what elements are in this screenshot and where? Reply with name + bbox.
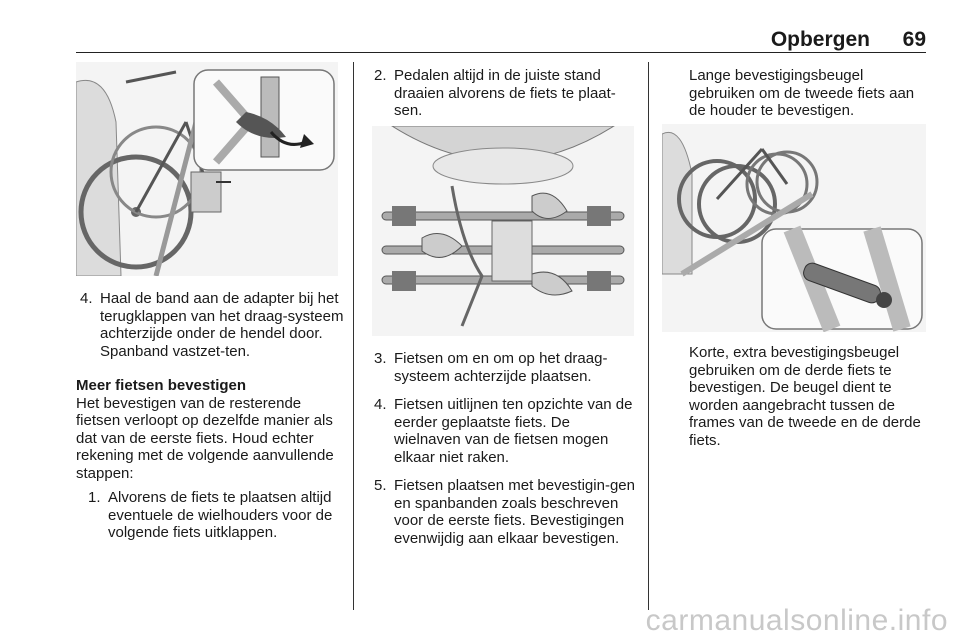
step-number: 4. (374, 396, 387, 413)
step-number: 5. (374, 477, 387, 494)
step-text: Fietsen uitlijnen ten opzichte van de eerder geplaatste fiets. De wielnaven van de fietsen mogen elkaar niet raken. (394, 396, 633, 466)
illustration-bikes-top-view (372, 126, 634, 336)
step-text: Alvorens de fiets te plaatsen altijd eventuele de wielhouders voor de volgende fiets uitklappen. (108, 489, 333, 541)
step-4-middle (374, 396, 640, 466)
middle-column-top (374, 67, 636, 131)
step-text: Haal de band aan de adapter bij het terugklappen van het draag-systeem achterzijde onder de hendel door. Spanband vastzet-ten. (100, 290, 344, 360)
step-number: 1. (88, 489, 101, 506)
column-divider-right (648, 62, 649, 610)
step-4-left (80, 290, 344, 360)
long-bracket-paragraph: Lange bevestigingsbeugel gebruiken om de tweede fiets aan de houder te bevestigen. (689, 67, 915, 119)
illustration-extra-bracket (662, 124, 926, 332)
page-number: 69 (902, 28, 926, 51)
illustration-bike-rack-strap (76, 62, 338, 276)
step-number: 2. (374, 67, 387, 84)
step-text: Fietsen om en om op het draag-systeem achterzijde plaatsen. (394, 350, 608, 385)
right-column-top (689, 67, 929, 133)
right-column-bottom (689, 344, 929, 462)
step-text: Fietsen plaatsen met bevestigin-gen en spanbanden zoals beschreven voor de eerste fiets. Bevestigingen evenwijdig aan elkaar bevestigen. (394, 477, 635, 547)
section-title: Opbergen (770, 28, 870, 51)
step-1-left (88, 489, 344, 542)
short-bracket-paragraph: Korte, extra bevestigingsbeugel gebruiken om de derde fiets te bevestigen. De beugel dient te worden aangebracht tussen de frames van de tweede en de derde fiets. (689, 344, 921, 449)
left-column-text (76, 290, 344, 553)
section-heading: Meer fietsen bevestigen (76, 377, 247, 394)
watermark: carmanualsonline.info (645, 604, 948, 637)
column-divider-left (353, 62, 354, 610)
step-5-middle (374, 477, 640, 547)
header-rule (76, 52, 926, 53)
page-header (76, 28, 926, 52)
step-number: 4. (80, 290, 93, 307)
intro-paragraph: Het bevestigen van de resterende fietsen verloopt op dezelfde manier als dat van de eerste fiets. Houd echter rekening met de volgende aanvullende stappen: (76, 394, 334, 482)
step-text: Pedalen altijd in de juiste stand draaien alvorens de fiets te plaat-sen. (394, 67, 616, 119)
step-number: 3. (374, 350, 387, 367)
middle-column-bottom (374, 350, 640, 558)
step-2-middle (374, 67, 636, 120)
step-3-middle (374, 350, 640, 385)
